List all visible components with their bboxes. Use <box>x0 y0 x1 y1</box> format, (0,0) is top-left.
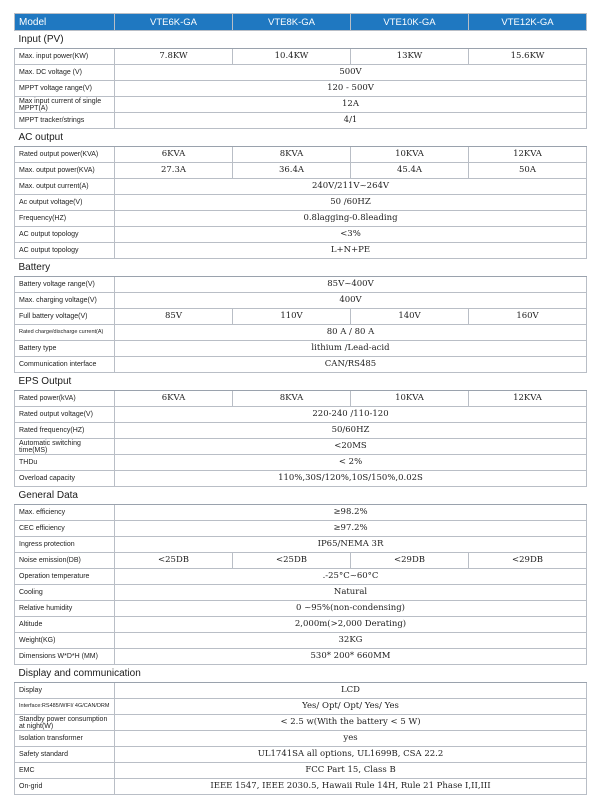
spec-value: <20MS <box>115 439 587 455</box>
spec-row <box>15 325 587 341</box>
spec-sheet <box>14 13 587 795</box>
spec-value: 400V <box>115 293 587 309</box>
spec-label: Communication interface <box>15 357 115 373</box>
spec-row <box>15 601 587 617</box>
spec-row <box>15 569 587 585</box>
header-col: VTE8K-GA <box>233 14 351 31</box>
section-title-row <box>15 31 587 49</box>
spec-value: 12KVA <box>469 147 587 163</box>
spec-label: Max. input power(KW) <box>15 49 115 65</box>
spec-value: ≥98.2% <box>115 505 587 521</box>
spec-value: 12KVA <box>469 391 587 407</box>
spec-label: Frequency(HZ) <box>15 211 115 227</box>
spec-value: 36.4A <box>233 163 351 179</box>
section-title: General Data <box>15 487 587 505</box>
spec-row <box>15 49 587 65</box>
spec-value: <29DB <box>351 553 469 569</box>
spec-row <box>15 683 587 699</box>
spec-value: FCC Part 15, Class B <box>115 763 587 779</box>
spec-row <box>15 357 587 373</box>
spec-value: 8KVA <box>233 147 351 163</box>
spec-label: MPPT tracker/strings <box>15 113 115 129</box>
section-title-row <box>15 487 587 505</box>
spec-label: Interface:RS485/WIFI/ 4G/CAN/DRM <box>15 699 115 715</box>
spec-value: 10KVA <box>351 147 469 163</box>
section-title: Display and communication <box>15 665 587 683</box>
header-col: VTE12K-GA <box>469 14 587 31</box>
header-row <box>15 14 587 31</box>
spec-row <box>15 439 587 455</box>
spec-value: 50A <box>469 163 587 179</box>
spec-row <box>15 585 587 601</box>
spec-row <box>15 81 587 97</box>
spec-label: Battery voltage range(V) <box>15 277 115 293</box>
spec-value: 45.4A <box>351 163 469 179</box>
section-title: Battery <box>15 259 587 277</box>
spec-label: Rated power(kVA) <box>15 391 115 407</box>
spec-value: LCD <box>115 683 587 699</box>
spec-value: 7.8KW <box>115 49 233 65</box>
spec-value: 12A <box>115 97 587 113</box>
spec-label: Isolation transformer <box>15 731 115 747</box>
section-title: EPS Output <box>15 373 587 391</box>
spec-value: 120 - 500V <box>115 81 587 97</box>
spec-label: Ingress protection <box>15 537 115 553</box>
spec-row <box>15 147 587 163</box>
spec-value: <29DB <box>469 553 587 569</box>
spec-row <box>15 277 587 293</box>
spec-value: 32KG <box>115 633 587 649</box>
spec-label: Dimensions W*D*H (MM) <box>15 649 115 665</box>
spec-value: 27.3A <box>115 163 233 179</box>
spec-row <box>15 455 587 471</box>
section-title-row <box>15 129 587 147</box>
spec-value: < 2% <box>115 455 587 471</box>
spec-label: Operation temperature <box>15 569 115 585</box>
spec-label: Noise emission(DB) <box>15 553 115 569</box>
spec-label: Standby power consumption at night(W) <box>15 715 115 731</box>
spec-row <box>15 763 587 779</box>
spec-value: IEEE 1547, IEEE 2030.5, Hawaii Rule 14H, Rule 21 Phase I,II,III <box>115 779 587 795</box>
header-model: Model <box>15 14 115 31</box>
spec-label: Ac output voltage(V) <box>15 195 115 211</box>
spec-value: Yes/ Opt/ Opt/ Yes/ Yes <box>115 699 587 715</box>
spec-value: 500V <box>115 65 587 81</box>
spec-label: Rated charge/discharge current(A) <box>15 325 115 341</box>
spec-value: L+N+PE <box>115 243 587 259</box>
spec-value: 220-240 /110-120 <box>115 407 587 423</box>
section-title: AC output <box>15 129 587 147</box>
spec-label: EMC <box>15 763 115 779</box>
spec-row <box>15 243 587 259</box>
spec-value: .-25°C~60°C <box>115 569 587 585</box>
spec-table-body <box>15 14 587 795</box>
spec-label: Battery type <box>15 341 115 357</box>
spec-value: 110V <box>233 309 351 325</box>
spec-row <box>15 649 587 665</box>
spec-row <box>15 227 587 243</box>
spec-value: 6KVA <box>115 391 233 407</box>
spec-label: Max. output power(KVA) <box>15 163 115 179</box>
spec-label: Max. efficiency <box>15 505 115 521</box>
section-title-row <box>15 373 587 391</box>
spec-row <box>15 293 587 309</box>
spec-label: Relative humidity <box>15 601 115 617</box>
spec-row <box>15 471 587 487</box>
spec-value: 85V~400V <box>115 277 587 293</box>
spec-row <box>15 423 587 439</box>
spec-value: IP65/NEMA 3R <box>115 537 587 553</box>
spec-value: 0.8lagging-0.8leading <box>115 211 587 227</box>
spec-value: 240V/211V~264V <box>115 179 587 195</box>
section-title-row <box>15 259 587 277</box>
header-col: VTE10K-GA <box>351 14 469 31</box>
spec-value: 110%,30S/120%,10S/150%,0.02S <box>115 471 587 487</box>
spec-value: <25DB <box>115 553 233 569</box>
spec-label: Max. output current(A) <box>15 179 115 195</box>
spec-label: Rated frequency(HZ) <box>15 423 115 439</box>
spec-row <box>15 65 587 81</box>
spec-row <box>15 715 587 731</box>
spec-row <box>15 521 587 537</box>
spec-row <box>15 553 587 569</box>
spec-row <box>15 407 587 423</box>
spec-label: On-grid <box>15 779 115 795</box>
spec-label: Rated output power(KVA) <box>15 147 115 163</box>
spec-label: Altitude <box>15 617 115 633</box>
spec-value: 530* 200* 660MM <box>115 649 587 665</box>
spec-row <box>15 747 587 763</box>
spec-label: AC output topology <box>15 243 115 259</box>
spec-value: 140V <box>351 309 469 325</box>
spec-label: Safety standard <box>15 747 115 763</box>
spec-label: Max. DC voltage (V) <box>15 65 115 81</box>
spec-row <box>15 505 587 521</box>
spec-table <box>14 13 587 795</box>
spec-row <box>15 179 587 195</box>
spec-value: Natural <box>115 585 587 601</box>
section-title: Input (PV) <box>15 31 587 49</box>
spec-row <box>15 195 587 211</box>
spec-value: <3% <box>115 227 587 243</box>
header-col: VTE6K-GA <box>115 14 233 31</box>
spec-value: UL1741SA all options, UL1699B, CSA 22.2 <box>115 747 587 763</box>
spec-value: 50 /60HZ <box>115 195 587 211</box>
spec-label: Max input current of single MPPT(A) <box>15 97 115 113</box>
spec-label: Overload capacity <box>15 471 115 487</box>
spec-value: 2,000m(>2,000 Derating) <box>115 617 587 633</box>
spec-row <box>15 537 587 553</box>
spec-row <box>15 391 587 407</box>
spec-value: 8KVA <box>233 391 351 407</box>
spec-row <box>15 309 587 325</box>
spec-row <box>15 617 587 633</box>
spec-label: CEC efficiency <box>15 521 115 537</box>
spec-label: Rated output voltage(V) <box>15 407 115 423</box>
spec-row <box>15 779 587 795</box>
spec-row <box>15 163 587 179</box>
spec-value: ≥97.2% <box>115 521 587 537</box>
spec-row <box>15 341 587 357</box>
spec-label: Cooling <box>15 585 115 601</box>
spec-label: THDu <box>15 455 115 471</box>
spec-value: < 2.5 w(With the battery < 5 W) <box>115 715 587 731</box>
spec-row <box>15 113 587 129</box>
spec-label: MPPT voltage range(V) <box>15 81 115 97</box>
spec-value: 80 A / 80 A <box>115 325 587 341</box>
spec-value: 6KVA <box>115 147 233 163</box>
spec-label: Display <box>15 683 115 699</box>
spec-value: CAN/RS485 <box>115 357 587 373</box>
spec-value: 160V <box>469 309 587 325</box>
spec-row <box>15 633 587 649</box>
spec-label: AC output topology <box>15 227 115 243</box>
section-title-row <box>15 665 587 683</box>
spec-row <box>15 731 587 747</box>
spec-value: 15.6KW <box>469 49 587 65</box>
spec-label: Full battery voltage(V) <box>15 309 115 325</box>
spec-value: 85V <box>115 309 233 325</box>
spec-label: Max. charging voltage(V) <box>15 293 115 309</box>
spec-value: <25DB <box>233 553 351 569</box>
spec-value: lithium /Lead-acid <box>115 341 587 357</box>
spec-row <box>15 211 587 227</box>
spec-value: 4/1 <box>115 113 587 129</box>
spec-label: Weight(KG) <box>15 633 115 649</box>
spec-row <box>15 699 587 715</box>
spec-value: 13KW <box>351 49 469 65</box>
spec-value: 10.4KW <box>233 49 351 65</box>
spec-value: yes <box>115 731 587 747</box>
spec-value: 10KVA <box>351 391 469 407</box>
spec-row <box>15 97 587 113</box>
spec-label: Automatic switching time(MS) <box>15 439 115 455</box>
spec-value: 50/60HZ <box>115 423 587 439</box>
spec-value: 0 ~95%(non-condensing) <box>115 601 587 617</box>
